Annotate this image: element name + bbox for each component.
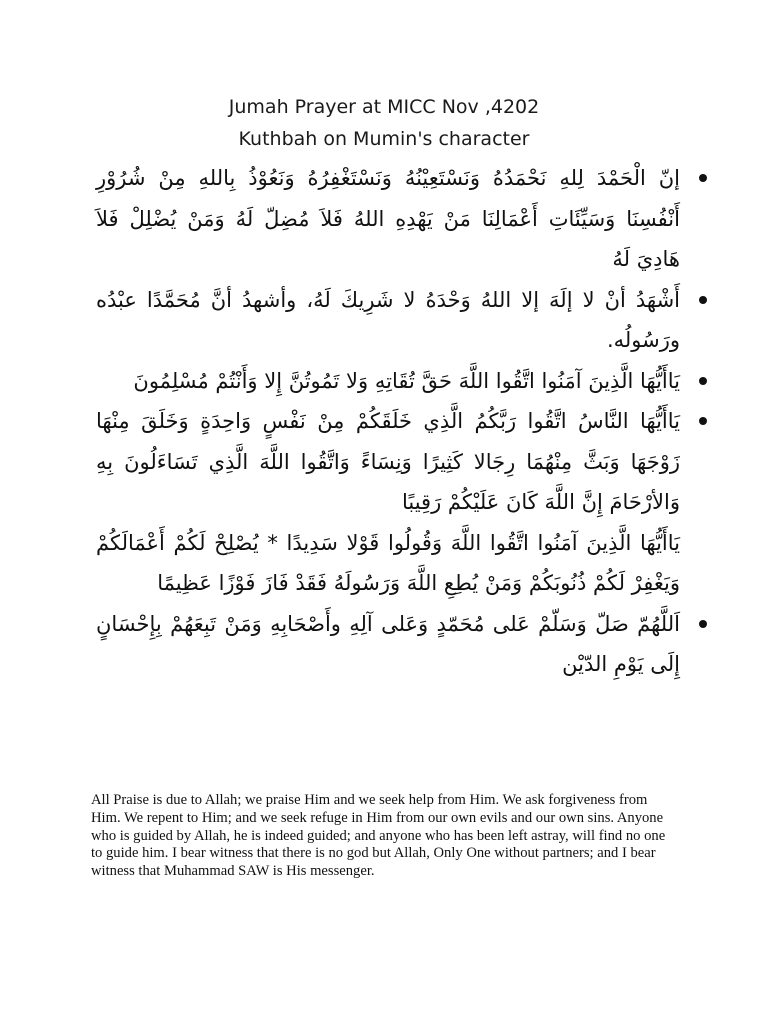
document-title: Jumah Prayer at MICC Nov ,4202 <box>228 96 540 118</box>
arabic-khutbah-list <box>96 158 680 685</box>
document-subtitle: Kuthbah on Mumin's character <box>238 128 530 150</box>
document-title-block <box>0 91 768 155</box>
arabic-item-opening-praise: إنّ الْحَمْدَ لِلهِ نَحْمَدُهُ وَنَسْتَعِيْنُهُ وَنَسْتَغْفِرُهُ وَنَعُوْذُ بِاللهِ مِنْ شُرُوْرِ أَنْفُسِنَا وَسَيِّئَاتِ أَعْمَالِنَا مَنْ يَهْدِهِ اللهُ فَلاَ مُضِلّ لَهُ وَمَنْ يُضْلِلْ فَلاَ هَادِيَ لَهُ <box>96 158 680 280</box>
arabic-item-verse-ahzab: يَاأَيُّهَا الَّذِينَ آمَنُوا اتَّقُوا اللَّهَ وَقُولُوا قَوْلا سَدِيدًا * يُصْلِحْ لَكُمْ أَعْمَالَكُمْ وَيَغْفِرْ لَكُمْ ذُنُوبَكُمْ وَمَنْ يُطِعِ اللَّهَ وَرَسُولَهُ فَقَدْ فَازَ فَوْزًا عَظِيمًا <box>96 530 680 595</box>
arabic-item-salawat: اَللَّهُمّ صَلّ وَسَلّمْ عَلى مُحَمّدٍ وَعَلى آلِهِ وأَصْحَابِهِ وَمَنْ تَبِعَهُمْ بِإِحْسَانٍ إِلَى يَوْمِ الدّيْن <box>96 604 680 685</box>
arabic-item-verse-imran: يَاأَيُّهَا الَّذِينَ آمَنُوا اتَّقُوا اللَّهَ حَقَّ تُقَاتِهِ وَلا تَمُوتُنَّ إِلا وَأَنْتُمْ مُسْلِمُونَ <box>96 361 680 402</box>
english-translation-paragraph: All Praise is due to Allah; we praise Him and we seek help from Him. We ask forgiveness from Him. We repent to Him; and we seek refuge in Him from our own evils and our own sins. Anyone who is guided by Allah, he is indeed guided; and anyone who has been left astray, will find no one to guide him. I bear witness that there is no god but Allah, Only One without partners; and I bear witness that Muhammad SAW is His messenger. <box>91 792 666 880</box>
arabic-item-shahada: أَشْهَدُ أنْ لا إلَهَ إلا اللهُ وَحْدَهُ لا شَرِيكَ لَهُ، وأشهدُ أنَّ مُحَمَّدًا عبْدُه ورَسُولُه. <box>96 280 680 361</box>
arabic-item-verse-nisa: يَاأَيُّهَا النَّاسُ اتَّقُوا رَبَّكُمُ الَّذِي خَلَقَكُمْ مِنْ نَفْسٍ وَاحِدَةٍ وَخَلَقَ مِنْهَا زَوْجَهَا وَبَثَّ مِنْهُمَا رِجَالا كَثِيرًا وَنِسَاءً وَاتَّقُوا اللَّهَ الَّذِي تَسَاءَلُونَ بِهِ وَالأرْحَامَ إِنَّ اللَّهَ كَانَ عَلَيْكُمْ رَقِيبًا <box>96 401 680 523</box>
